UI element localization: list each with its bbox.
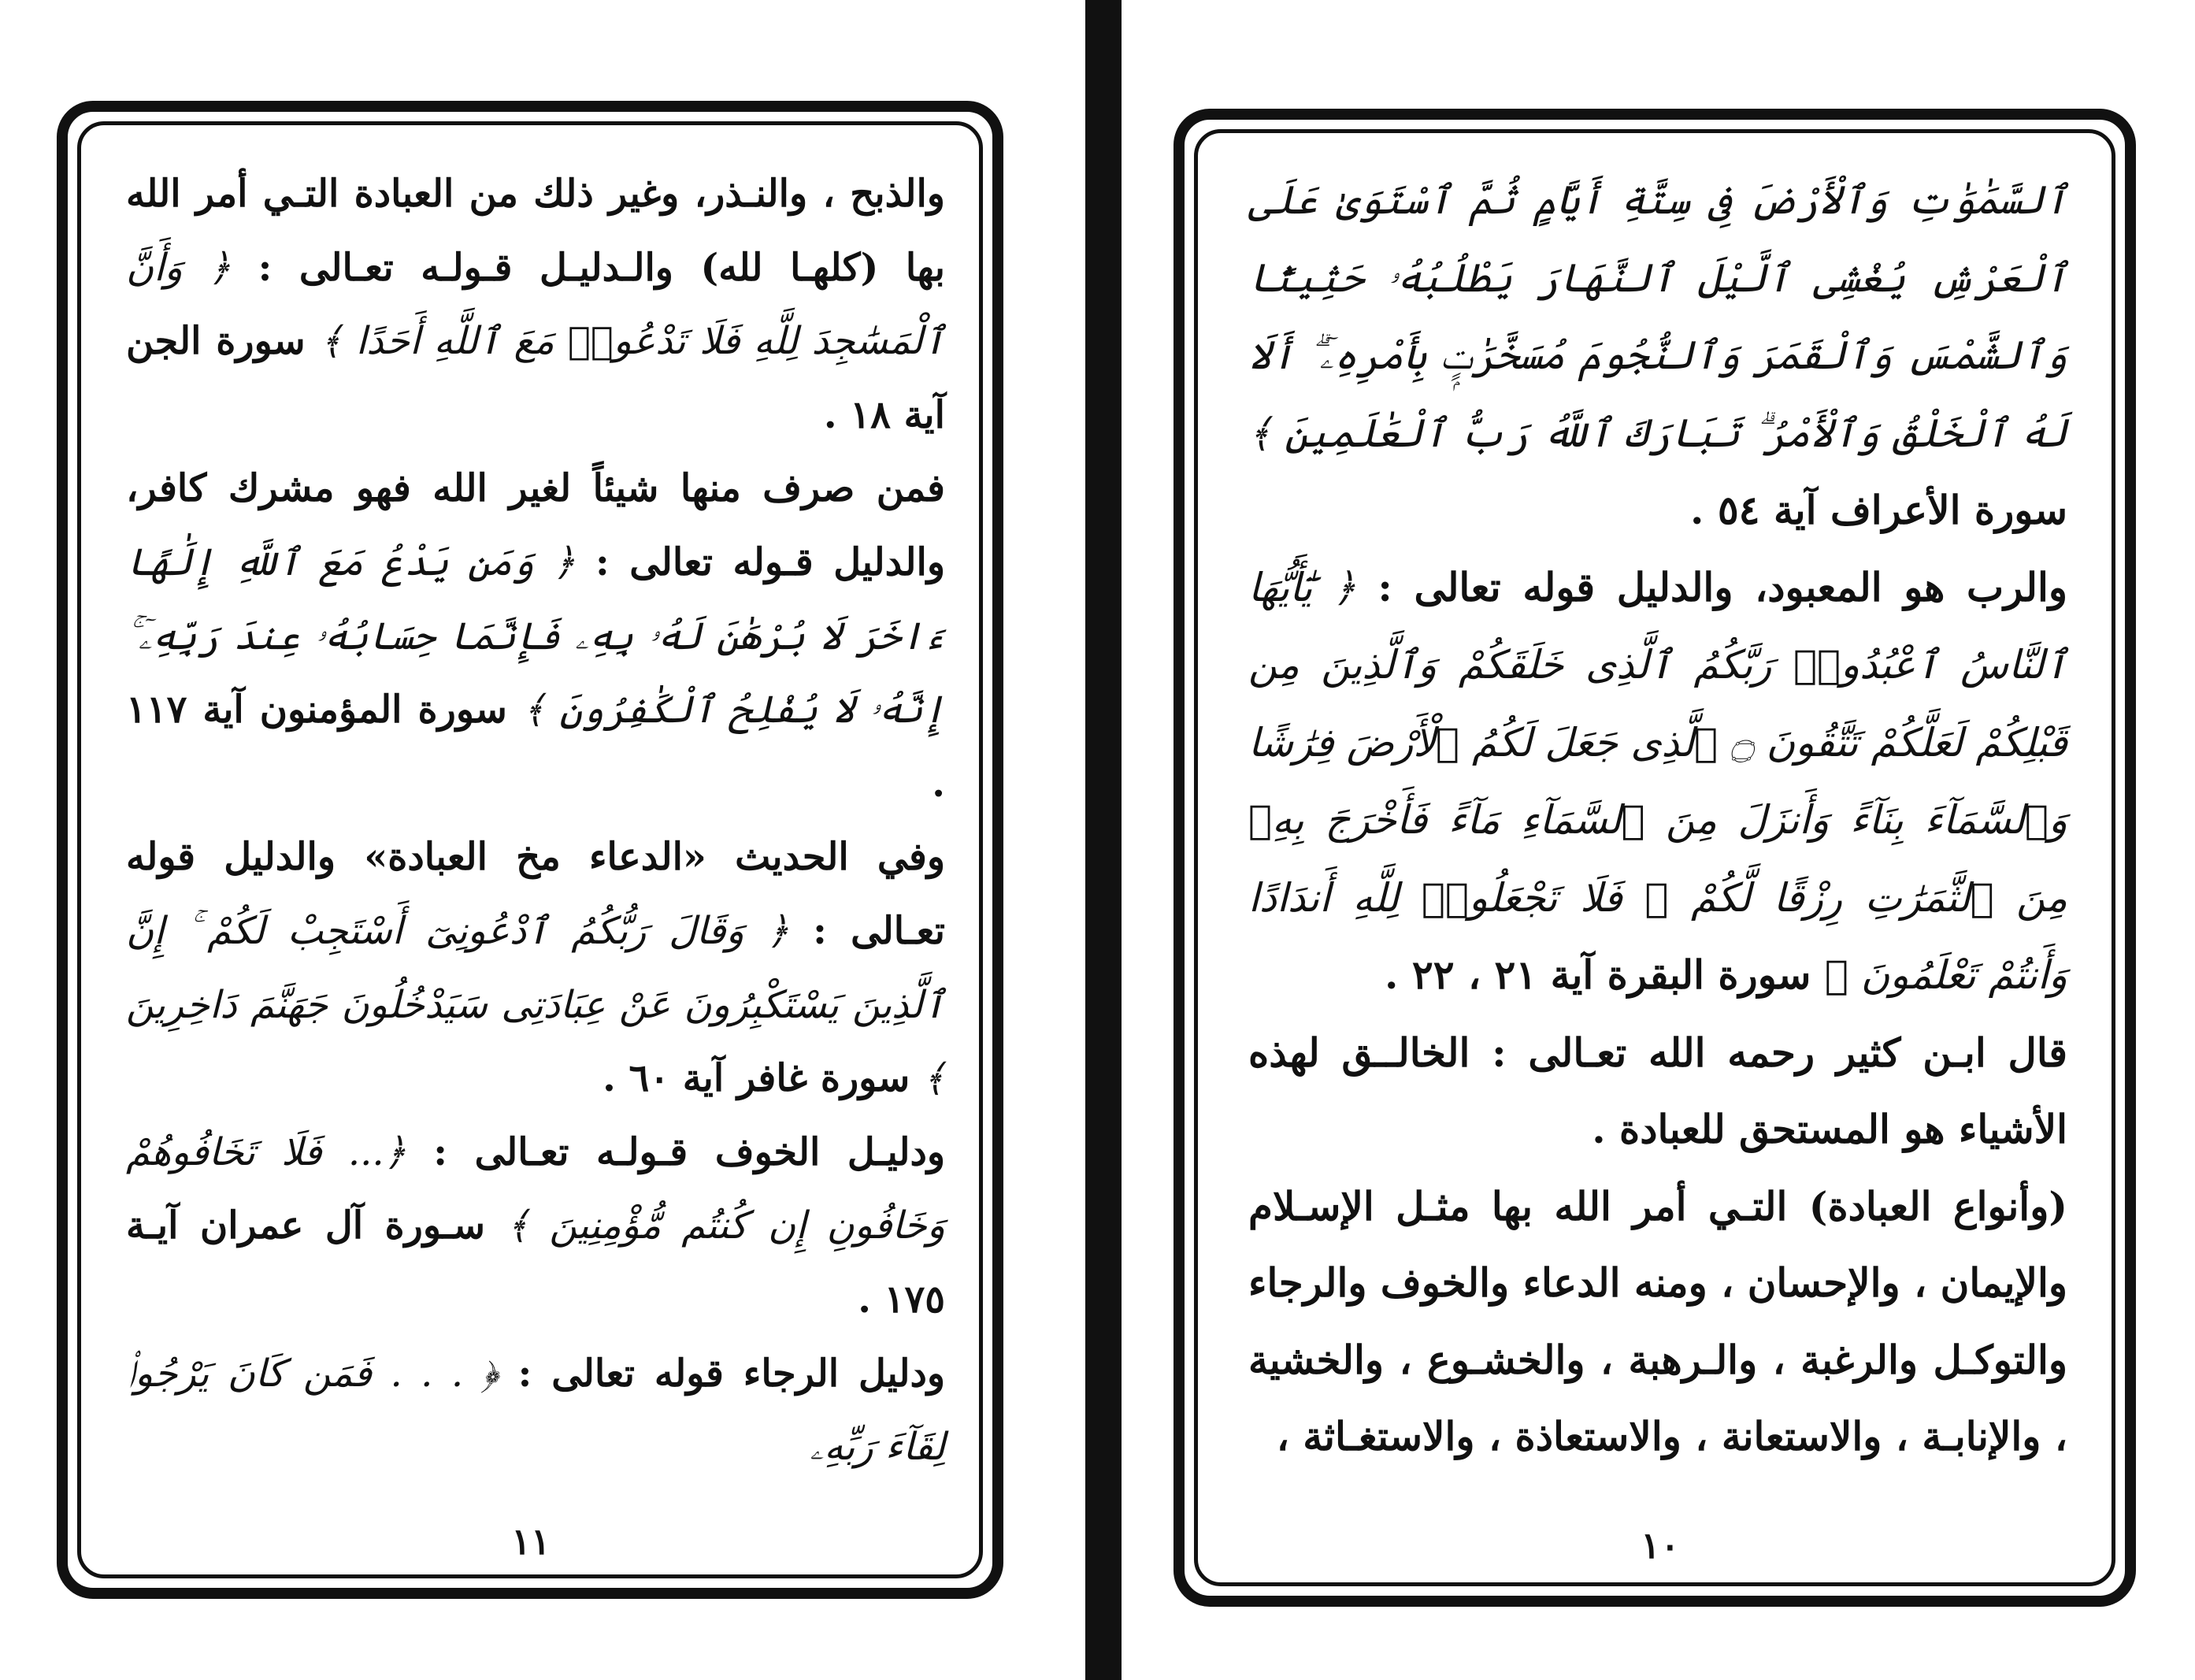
paragraph-text: (وأنواع العبادة) التـي أمر الله بها مثـل الإسـلام والإيمان ، والإحسان ، ومنه الدعاء والخوف والرجاء والتوكـل والرغبة ، والـرهبة ، والخشـوع ، والخشية ، والإنابـة ، والاستعانة ، والاستعاذة ، والاستغـاثة ،: [1248, 1182, 2067, 1459]
paragraph-text: قال ابـن كثير رحمه الله تعـالى : الخالــق لهذه الأشياء هو المستحق للعبادة .: [1248, 1029, 2067, 1152]
paragraph-text: ودليل الرجاء قوله تعالى :: [498, 1351, 945, 1396]
page-number-right: ١٠: [1641, 1524, 1680, 1567]
paragraph: [1248, 549, 2067, 1014]
paragraph-text: سـورة آل عمران آيـة ١٧٥ .: [126, 1203, 945, 1322]
book-gutter: [1085, 0, 1122, 1680]
quran-quote: ﴿... فَلَا تَخَافُوهُمْ وَخَافُونِ إِن كُنتُم مُّؤْمِنِينَ ﴾: [126, 1129, 945, 1248]
paragraph: [126, 158, 945, 452]
paragraph-text: سورة الأعراف آية ٥٤ .: [1689, 487, 2067, 533]
paragraph: [1248, 1014, 2067, 1168]
paragraph-text: والذبح ، والنـذر، وغير ذلك من العبادة التـي أمر الله بها (كلهـا لله) والـدليـل قـولـه تعـالى :: [126, 172, 946, 290]
paragraph: [126, 821, 945, 1115]
paragraph-text: سورة غافر آية ٦٠ .: [603, 1056, 923, 1101]
paragraph: [126, 452, 945, 821]
quran-quote: ﴿ وَمَن يَدْعُ مَعَ ٱللَّهِ إِلَٰهًا ءَاخَرَ لَا بُرْهَٰنَ لَهُۥ بِهِۦ فَإِنَّمَا حِسَابُهُۥ عِندَ رَبِّهِۦٓ ۚ إِنَّهُۥ لَا يُفْلِحُ ٱلْكَٰفِرُونَ ﴾: [126, 540, 945, 732]
page-text-left: [126, 158, 945, 1485]
paragraph-text: فمن صرف منها شيئاً لغير الله فهو مشرك كافر، والدليل قـوله تعالى :: [126, 466, 945, 584]
quran-quote: ﴿ وَقَالَ رَبُّكُمُ ٱدْعُونِىٓ أَسْتَجِبْ لَكُمْ ۚ إِنَّ ٱلَّذِينَ يَسْتَكْبِرُونَ عَنْ عِبَادَتِى سَيَدْخُلُونَ جَهَنَّمَ دَاخِرِينَ ﴾: [126, 908, 945, 1101]
paragraph: [126, 1116, 945, 1337]
paragraph: [1248, 161, 2067, 549]
quran-quote: ٱلسَّمَٰوَٰتِ وَٱلْأَرْضَ فِى سِتَّةِ أَيَّامٍ ثُمَّ ٱسْتَوَىٰ عَلَى ٱلْعَرْشِ يُغْشِى ٱلَّيْلَ ٱلنَّهَارَ يَطْلُبُهُۥ حَثِيثًا وَٱلشَّمْسَ وَٱلْقَمَرَ وَٱلنُّجُومَ مُسَخَّرَٰتٍۭ بِأَمْرِهِۦٓ ۗ أَلَا لَهُ ٱلْخَلْقُ وَٱلْأَمْرُ ۗ تَبَارَكَ ٱللَّهُ رَبُّ ٱلْعَٰلَمِينَ ﴾: [1248, 177, 2067, 456]
paragraph-text: سورة الجن آية ١٨ .: [126, 319, 945, 437]
quran-quote: ﴿ وَأَنَّ ٱلْمَسَٰجِدَ لِلَّهِ فَلَا تَدْعُوا۟ مَعَ ٱللَّهِ أَحَدًا ﴾: [126, 245, 945, 364]
paragraph: [1248, 1168, 2067, 1475]
paragraph-text: سورة البقرة آية ٢١ ، ٢٢ .: [1385, 951, 1825, 998]
quran-quote: ﴿ يَٰٓأَيُّهَا ٱلنَّاسُ ٱعْبُدُوا۟ رَبَّكُمُ ٱلَّذِى خَلَقَكُمْ وَٱلَّذِينَ مِن قَبْلِكُمْ لَعَلَّكُمْ تَتَّقُونَ ۝ ٱلَّذِى جَعَلَ لَكُمُ ٱلْأَرْضَ فِرَٰشًا وَٱلسَّمَآءَ بِنَآءً وَأَنزَلَ مِنَ ٱلسَّمَآءِ مَآءً فَأَخْرَجَ بِهِۦ مِنَ ٱلثَّمَرَٰتِ رِزْقًا لَّكُمْ ۖ فَلَا تَجْعَلُوا۟ لِلَّهِ أَندَادًا وَأَنتُمْ تَعْلَمُونَ ﴾: [1248, 564, 2067, 998]
page-number-left: ١١: [511, 1520, 551, 1563]
paragraph-text: وفي الحديث «الدعاء مخ العبادة» والدليل قوله تعـالى :: [126, 835, 945, 953]
page-text-right: [1248, 161, 2067, 1475]
quran-quote: ﴿ . . . فَمَن كَانَ يَرْجُوا۟ لِقَآءَ رَبِّهِۦ: [126, 1351, 945, 1470]
paragraph-text: والرب هو المعبود، والدليل قوله تعالى :: [1355, 563, 2067, 610]
paragraph-text: ودليـل الخوف قـولـه تعـالى :: [406, 1129, 945, 1174]
paragraph-text: سورة المؤمنون آية ١١٧ .: [126, 688, 945, 806]
paragraph: [126, 1337, 945, 1485]
